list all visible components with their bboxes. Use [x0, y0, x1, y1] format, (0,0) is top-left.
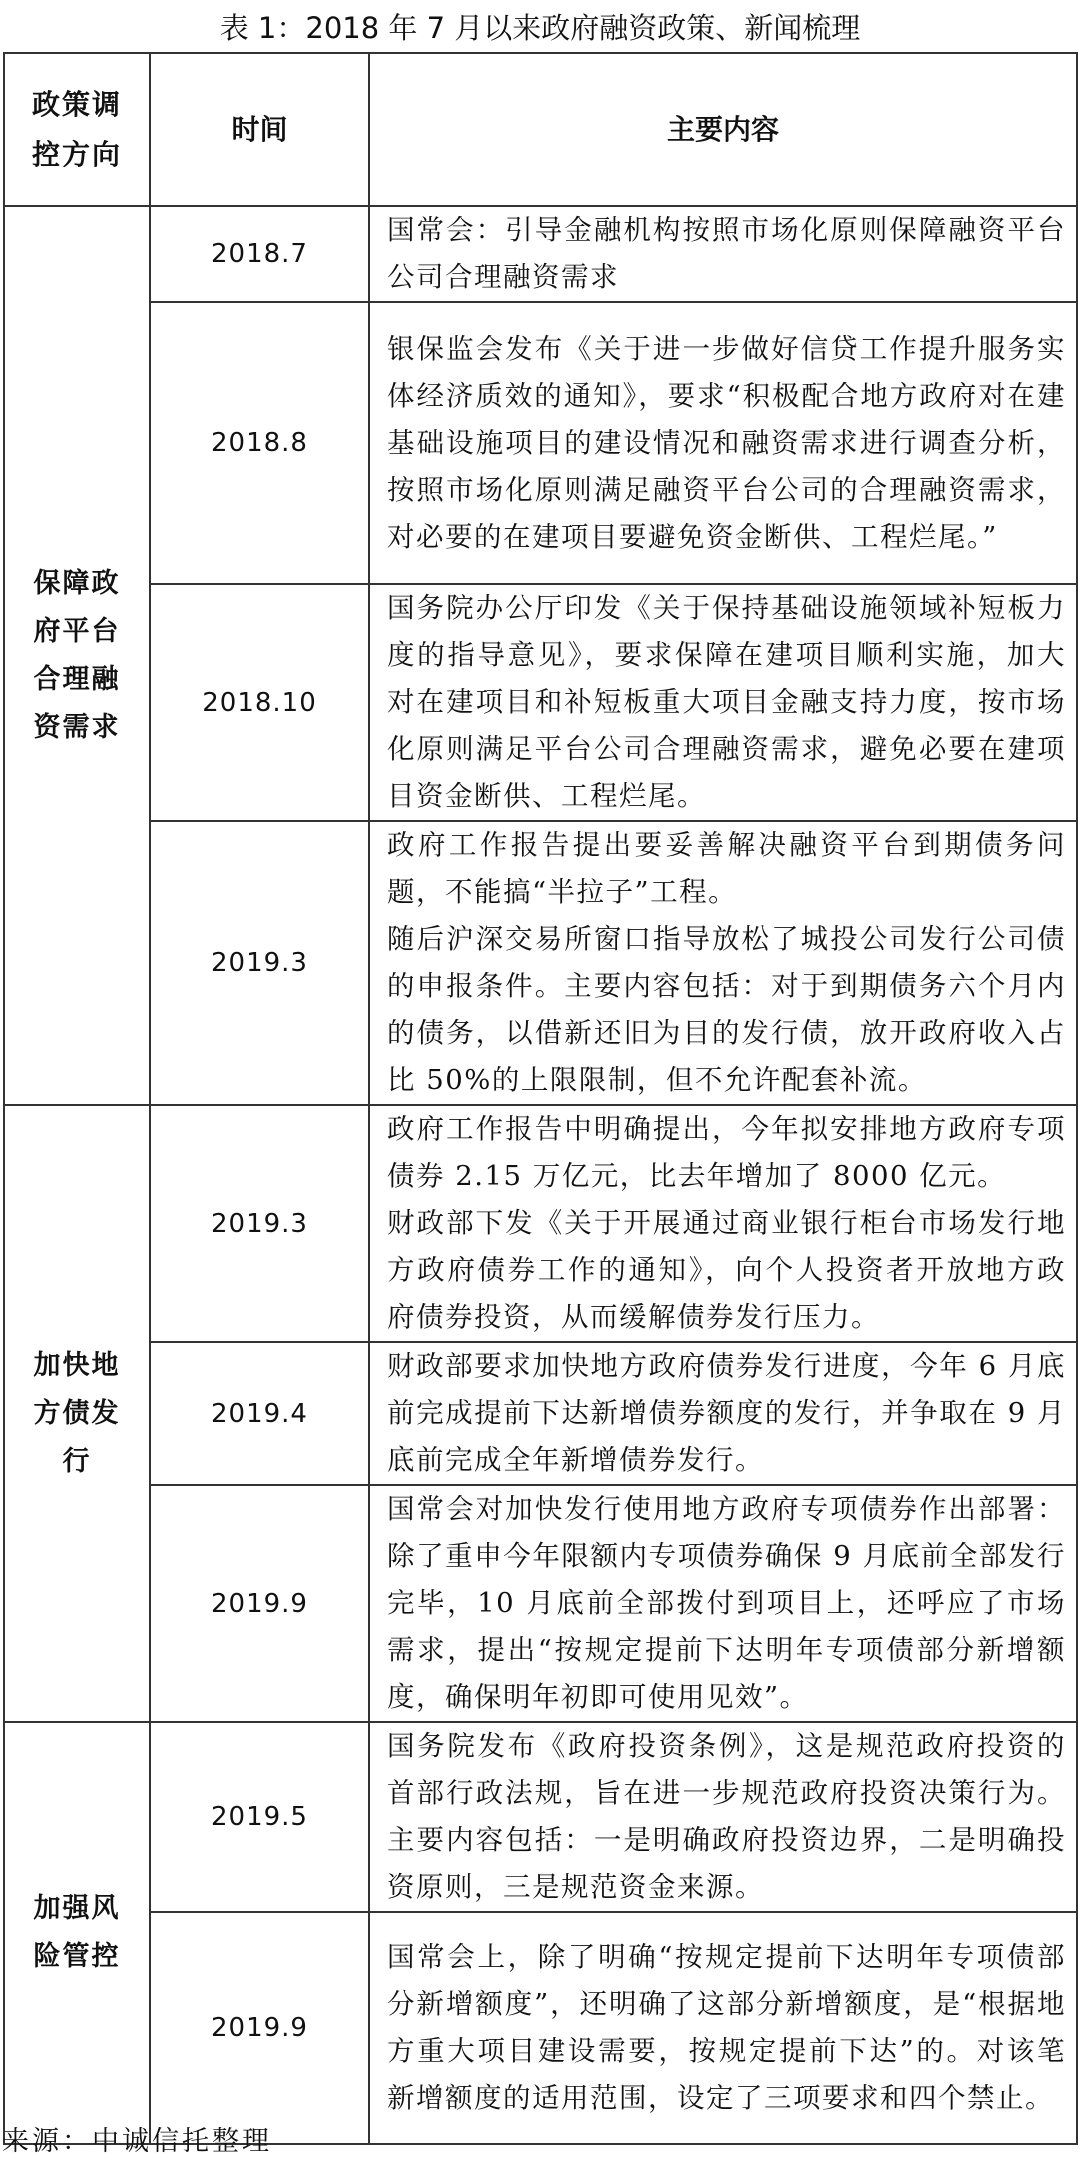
table-title: 表 1：2018 年 7 月以来政府融资政策、新闻梳理 [219, 11, 861, 45]
table-row [4, 1342, 1077, 1485]
date-cell: 2019.4 [150, 1342, 369, 1485]
date-cell: 2019.9 [150, 1485, 369, 1722]
content-cell: 政府工作报告提出要妥善解决融资平台到期债务问题，不能搞“半拉子”工程。 随后沪深交易所窗口指导放松了城投公司发行公司债的申报条件。主要内容包括：对于到期债务六个月内的债务，以借新还旧为目的发行债，放开政府收入占比 50%的上限限制，但不允许配套补流。 [369, 821, 1077, 1105]
table-row [4, 302, 1077, 584]
header-direction: 政策调控方向 [4, 53, 150, 206]
date-cell: 2019.5 [150, 1722, 369, 1912]
header-date: 时间 [150, 53, 369, 206]
date-cell: 2019.3 [150, 1105, 369, 1342]
policy-table [3, 52, 1078, 2145]
table-row [4, 821, 1077, 1105]
content-cell: 国常会上，除了明确“按规定提前下达明年专项债部分新增额度”，还明确了这部分新增额度，是“根据地方重大项目建设需要，按规定提前下达”的。对该笔新增额度的适用范围，设定了三项要求和四个禁止。 [369, 1912, 1077, 2144]
content-cell: 银保监会发布《关于进一步做好信贷工作提升服务实体经济质效的通知》，要求“积极配合地方政府对在建基础设施项目的建设情况和融资需求进行调查分析，按照市场化原则满足融资平台公司的合理融资需求，对必要的在建项目要避免资金断供、工程烂尾。” [369, 302, 1077, 584]
date-cell: 2019.9 [150, 1912, 369, 2144]
date-cell: 2018.10 [150, 584, 369, 821]
table-row [4, 1912, 1077, 2144]
date-cell: 2018.8 [150, 302, 369, 584]
direction-cell: 保障政府平台合理融资需求 [4, 206, 150, 1105]
date-cell: 2018.7 [150, 206, 369, 302]
date-cell: 2019.3 [150, 821, 369, 1105]
content-cell: 政府工作报告中明确提出，今年拟安排地方政府专项债券 2.15 万亿元，比去年增加了 8000 亿元。 财政部下发《关于开展通过商业银行柜台市场发行地方政府债券工作的通知》，向个人投资者开放地方政府债券投资，从而缓解债券发行压力。 [369, 1105, 1077, 1342]
content-cell: 财政部要求加快地方政府债券发行进度，今年 6 月底前完成提前下达新增债券额度的发行，并争取在 9 月底前完成全年新增债券发行。 [369, 1342, 1077, 1485]
content-cell: 国务院办公厅印发《关于保持基础设施领域补短板力度的指导意见》，要求保障在建项目顺利实施，加大对在建项目和补短板重大项目金融支持力度，按市场化原则满足平台公司合理融资需求，避免必要在建项目资金断供、工程烂尾。 [369, 584, 1077, 821]
content-cell: 国常会：引导金融机构按照市场化原则保障融资平台公司合理融资需求 [369, 206, 1077, 302]
header-content: 主要内容 [369, 53, 1077, 206]
table-row [4, 584, 1077, 821]
table-row [4, 206, 1077, 302]
content-cell: 国务院发布《政府投资条例》，这是规范政府投资的首部行政法规，旨在进一步规范政府投资决策行为。主要内容包括：一是明确政府投资边界，二是明确投资原则，三是规范资金来源。 [369, 1722, 1077, 1912]
table-row [4, 1722, 1077, 1912]
source-note: 来源：中诚信托整理 [2, 2126, 272, 2157]
direction-cell: 加强风险管控 [4, 1722, 150, 2144]
table-row [4, 1105, 1077, 1342]
content-cell: 国常会对加快发行使用地方政府专项债券作出部署：除了重申今年限额内专项债券确保 9 月底前全部发行完毕，10 月底前全部拨付到项目上，还呼应了市场需求，提出“按规定提前下达明年专项债部分新增额度，确保明年初即可使用见效”。 [369, 1485, 1077, 1722]
header-row [4, 53, 1077, 206]
table-row [4, 1485, 1077, 1722]
direction-cell: 加快地方债发行 [4, 1105, 150, 1722]
